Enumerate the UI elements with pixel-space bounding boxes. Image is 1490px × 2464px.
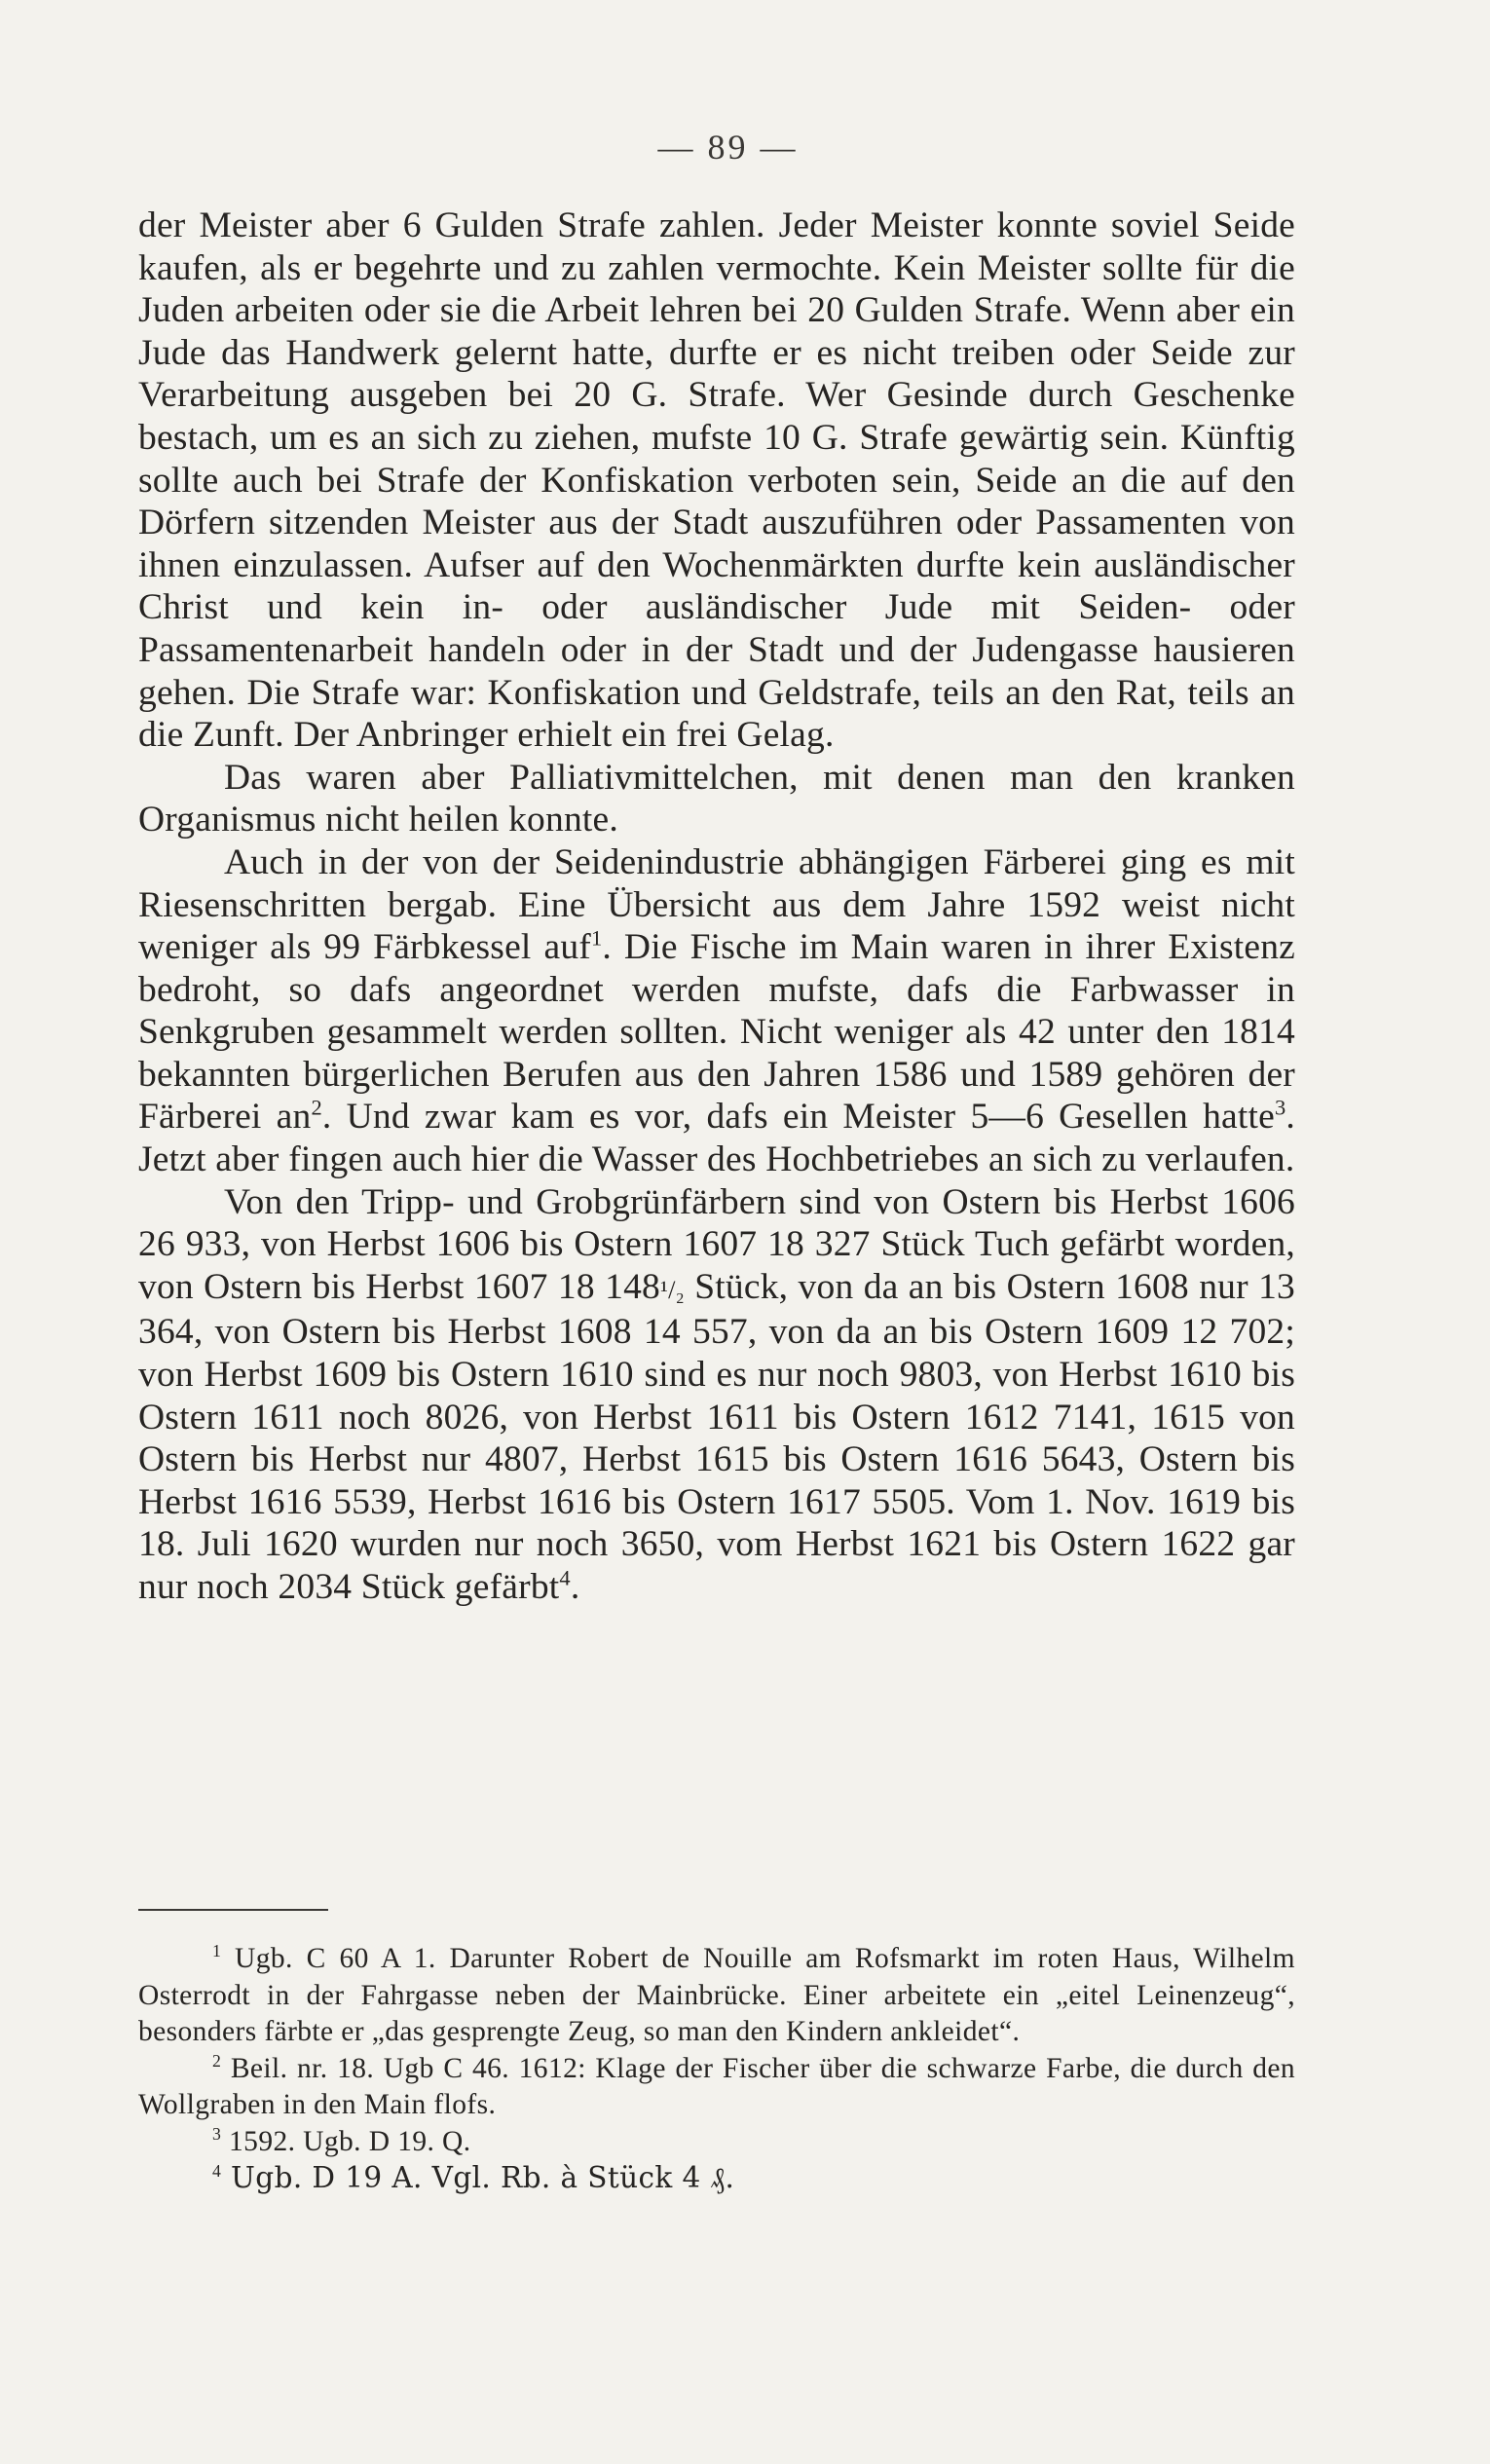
fraction-half: ¹/₂ [660, 1275, 685, 1304]
paragraph-text: . Die Fische im Main waren in ihrer Existenz bedroht, so dafs angeordnet werden mufste, dafs die Farbwasser in Senkgruben gesammelt werden sollten. Nicht weniger als 42 unter den 1814 bekannten bürgerlichen Berufen aus den Jahren 1586 und 1589 gehören der Färberei an [138, 927, 1295, 1138]
footnote-ref-1[interactable]: 1 [590, 925, 603, 951]
paragraph-text: Von den Tripp- und Grobgrünfärbern sind von Ostern bis Herbst 1606 26 933, von Herbst 1606 bis Ostern 1607 18 327 Stück Tuch gefärbt worden, von Ostern bis Herbst 1607 18 148 [138, 1181, 1295, 1307]
paragraph-text: . Und zwar kam es vor, dafs ein Meister 5—6 Gesellen hatte [321, 1097, 1275, 1138]
paragraph-text: . [570, 1567, 580, 1607]
footnote-3 [138, 2124, 1295, 2161]
footnote-text: Beil. nr. 18. Ugb C 46. 1612: Klage der Fischer über die schwarze Farbe, die durch den Wollgraben in den Main flofs. [138, 2052, 1295, 2120]
footnote-text: Ugb. C 60 A 1. Darunter Robert de Nouille am Rofsmarkt im roten Haus, Wilhelm Osterrodt in der Fahrgasse neben der Mainbrücke. Einer arbeitete ein „eitel Leinenzeug“, besonders färbte er „das gesprengte Zeug, so man den Kindern ankleidet“. [138, 1943, 1295, 2047]
footnote-mark: 1 [212, 1941, 222, 1961]
footnote-ref-2[interactable]: 2 [311, 1095, 322, 1120]
paragraph-text: der Meister aber 6 Gulden Strafe zahlen. Jeder Meister konnte soviel Seide kaufen, als er begehrte und zu zahlen vermochte. Kein Meister sollte für die Juden arbeiten oder sie die Arbeit lehren bei 20 Gulden Strafe. Wenn aber ein Jude das Handwerk gelernt hatte, durfte er es nicht treiben oder Seide zur Verarbeitung ausgeben bei 20 G. Strafe. Wer Gesinde durch Geschenke bestach, um es an sich zu ziehen, mufste 10 G. Strafe gewärtig sein. Künftig sollte auch bei Strafe der Konfiskation verboten sein, Seide an die auf den Dörfern sitzenden Meister aus der Stadt auszuführen oder Passamenten von ihnen einzulassen. Aufser auf den Wochenmärkten durfte kein ausländischer Christ und kein in- oder ausländischer Jude mit Seiden- oder Passamentenarbeit handeln oder in der Stadt und der Judengasse hausieren gehen. Die Strafe war: Konfiskation und Geldstrafe, teils an den Rat, teils an die Zunft. Der Anbringer erhielt ein frei Gelag. [138, 205, 1295, 756]
paragraph-3 [138, 841, 1295, 1181]
footnote-text: Ugb. D 19 A. Vgl. Rb. à Stück 4 ₰. [221, 2161, 735, 2194]
footnote-divider [138, 1909, 328, 1911]
footnote-1 [138, 1941, 1295, 2051]
paragraph-4 [138, 1181, 1295, 1609]
paragraph-text: Das waren aber Palliativmittelchen, mit denen man den kranken Organismus nicht heilen konnte. [138, 757, 1295, 840]
footnote-2 [138, 2051, 1295, 2124]
footnote-ref-3[interactable]: 3 [1274, 1095, 1286, 1120]
paragraph-text: Auch in der von der Seidenindustrie abhängigen Färberei ging es mit Riesenschritten bergab. Eine Übersicht aus dem Jahre 1592 weist nicht weniger als 99 Färbkessel auf [138, 841, 1295, 968]
footnotes [138, 1941, 1295, 2198]
paragraph-2 [138, 757, 1295, 841]
footnote-mark: 4 [212, 2161, 222, 2182]
body-text [138, 205, 1295, 1609]
paragraph-1 [138, 205, 1295, 757]
footnote-ref-4[interactable]: 4 [559, 1565, 571, 1590]
footnote-mark: 3 [212, 2123, 222, 2144]
footnote-mark: 2 [212, 2050, 222, 2071]
footnote-text: 1592. Ugb. D 19. Q. [221, 2125, 471, 2157]
page-number: — 89 — [657, 128, 799, 167]
paragraph-text: Stück, von da an bis Ostern 1608 nur 13 364, von Ostern bis Herbst 1608 14 557, von da an bis Ostern 1609 12 702; von Herbst 1609 bis Ostern 1610 sind es nur noch 9803, von Herbst 1610 bis Ostern 1611 noch 8026, von Herbst 1611 bis Ostern 1612 7141, 1615 von Ostern bis Herbst nur 4807, Herbst 1615 bis Ostern 1616 5643, Ostern bis Herbst 1616 5539, Herbst 1616 bis Ostern 1617 5505. Vom 1. Nov. 1619 bis 18. Juli 1620 wurden nur noch 3650, vom Herbst 1621 bis Ostern 1622 gar nur noch 2034 Stück gefärbt [138, 1266, 1295, 1607]
paragraph-text: . Jetzt aber fingen auch hier die Wasser des Hochbetriebes an sich zu verlaufen. [138, 1097, 1295, 1180]
footnote-4 [138, 2160, 1295, 2198]
